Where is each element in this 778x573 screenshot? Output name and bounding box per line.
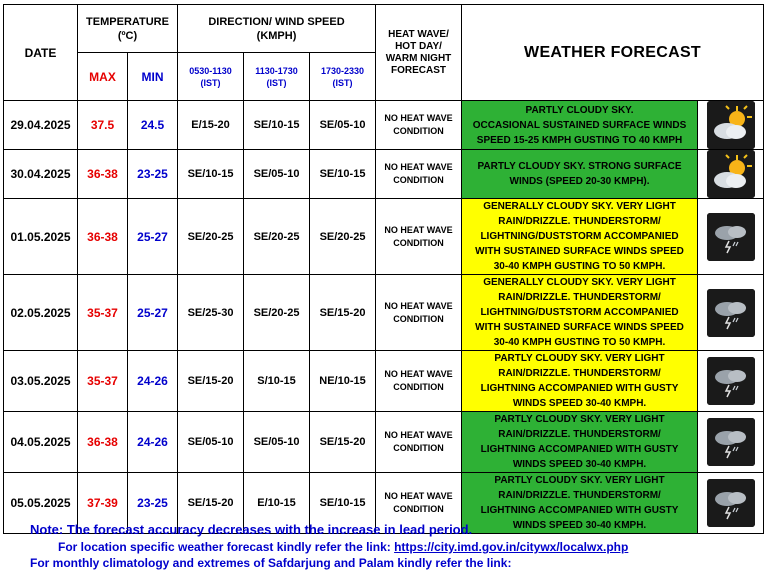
row-forecast-text — [462, 101, 698, 150]
row-wind-3: SE/20-25 — [310, 199, 376, 275]
forecast-line: LIGHTNING ACCOMPANIED WITH GUSTY — [480, 505, 679, 516]
forecast-line: PARTLY CLOUDY SKY. — [525, 104, 634, 116]
table-row — [4, 150, 764, 199]
row-min-temp: 25-27 — [128, 199, 178, 275]
row-heat-wave — [376, 412, 462, 473]
header-heat-line: FORECAST — [391, 64, 447, 76]
row-forecast-text — [462, 275, 698, 351]
header-direction — [178, 5, 376, 53]
row-min-temp: 24-26 — [128, 412, 178, 473]
heat-line: CONDITION — [393, 237, 444, 248]
period-zone: (IST) — [200, 77, 221, 88]
row-date: 02.05.2025 — [4, 275, 78, 351]
row-min-temp: 25-27 — [128, 275, 178, 351]
row-wind-2: SE/05-10 — [244, 412, 310, 473]
header-heat-line: HEAT WAVE/ — [388, 28, 449, 40]
row-forecast-icon-cell — [698, 351, 764, 412]
row-wind-3: SE/15-20 — [310, 412, 376, 473]
row-wind-3: SE/10-15 — [310, 150, 376, 199]
row-wind-3: NE/10-15 — [310, 351, 376, 412]
heat-line: CONDITION — [393, 504, 444, 514]
forecast-line: RAIN/DRIZZLE. THUNDERSTORM/ — [498, 292, 661, 303]
forecast-line: GENERALLY CLOUDY SKY. VERY LIGHT — [483, 277, 676, 288]
row-heat-wave — [376, 351, 462, 412]
forecast-line: RAIN/DRIZZLE. THUNDERSTORM/ — [498, 429, 661, 440]
thunderstorm-icon — [707, 479, 755, 527]
header-heat-line: HOT DAY/ — [395, 40, 442, 52]
note-accuracy: Note: The forecast accuracy decreases with the increase in lead period. — [30, 522, 473, 537]
row-forecast-text — [462, 150, 698, 199]
header-temperature — [78, 5, 178, 53]
row-wind-1: SE/15-20 — [178, 473, 244, 534]
row-forecast-icon-cell — [698, 150, 764, 199]
thunderstorm-icon — [707, 418, 755, 466]
forecast-table — [3, 4, 764, 534]
table-row — [4, 351, 764, 412]
row-max-temp: 36-38 — [78, 150, 128, 199]
table-row — [4, 275, 764, 351]
partly-cloudy-sun-icon — [707, 150, 755, 198]
row-forecast-text — [462, 351, 698, 412]
forecast-line: LIGHTNING ACCOMPANIED WITH GUSTY — [480, 383, 679, 394]
note-climatology: For monthly climatology and extremes of Safdarjung and Palam kindly refer the link: — [30, 556, 512, 570]
period-time: 1730-2330 — [320, 65, 365, 76]
row-wind-1: SE/10-15 — [178, 150, 244, 199]
row-min-temp: 23-25 — [128, 150, 178, 199]
forecast-line: RAIN/DRIZZLE. THUNDERSTORM/ — [498, 216, 661, 227]
row-wind-1: SE/25-30 — [178, 275, 244, 351]
period-time: 0530-1130 — [189, 65, 232, 76]
forecast-line: PARTLY CLOUDY SKY. VERY LIGHT — [494, 475, 665, 486]
row-date: 29.04.2025 — [4, 101, 78, 150]
heat-line: NO HEAT WAVE — [384, 369, 453, 379]
row-min-temp: 23-25 — [128, 473, 178, 534]
forecast-line: OCCASIONAL SUSTAINED SURFACE WINDS — [472, 119, 687, 131]
header-temperature-title: TEMPERATURE — [86, 15, 169, 28]
header-period-2 — [244, 53, 310, 101]
note-location — [58, 540, 628, 554]
period-time: 1130-1730 — [255, 65, 298, 76]
forecast-line: PARTLY CLOUDY SKY. VERY LIGHT — [494, 414, 665, 425]
period-zone: (IST) — [332, 77, 353, 88]
table-row — [4, 101, 764, 150]
row-forecast-icon-cell — [698, 275, 764, 351]
row-max-temp: 35-37 — [78, 275, 128, 351]
row-forecast-icon-cell — [698, 473, 764, 534]
header-heat-wave — [376, 5, 462, 101]
forecast-line: SPEED 15-25 KMPH GUSTING TO 40 KMPH — [476, 134, 683, 146]
header-direction-title: DIRECTION/ WIND SPEED — [208, 15, 345, 28]
row-wind-1: E/15-20 — [178, 101, 244, 150]
table-row — [4, 412, 764, 473]
forecast-line: PARTLY CLOUDY SKY. VERY LIGHT — [494, 353, 665, 364]
heat-line: CONDITION — [393, 175, 444, 185]
note-location-text: For location specific weather forecast kindly refer the link: — [58, 540, 395, 554]
row-min-temp: 24-26 — [128, 351, 178, 412]
row-date: 30.04.2025 — [4, 150, 78, 199]
row-wind-1: SE/05-10 — [178, 412, 244, 473]
row-forecast-text — [462, 199, 698, 275]
row-heat-wave — [376, 199, 462, 275]
row-date: 05.05.2025 — [4, 473, 78, 534]
row-date: 01.05.2025 — [4, 199, 78, 275]
row-wind-3: SE/10-15 — [310, 473, 376, 534]
row-max-temp: 37.5 — [78, 101, 128, 150]
forecast-line: WINDS (SPEED 20-30 KMPH). — [509, 176, 650, 187]
row-forecast-text — [462, 473, 698, 534]
thunderstorm-icon — [707, 289, 755, 337]
header-heat-line: WARM NIGHT — [385, 52, 452, 64]
heat-line: CONDITION — [393, 313, 444, 324]
forecast-line: LIGHTNING ACCOMPANIED WITH GUSTY — [480, 444, 679, 455]
row-heat-wave — [376, 275, 462, 351]
thunderstorm-icon — [707, 213, 755, 261]
heat-line: NO HEAT WAVE — [384, 491, 453, 501]
forecast-line: WINDS SPEED 30-40 KMPH. — [512, 459, 647, 470]
row-max-temp: 36-38 — [78, 412, 128, 473]
header-date: DATE — [4, 5, 78, 101]
forecast-line: WINDS SPEED 30-40 KMPH. — [512, 520, 647, 531]
forecast-line: RAIN/DRIZZLE. THUNDERSTORM/ — [498, 368, 661, 379]
header-max: MAX — [78, 53, 128, 101]
row-wind-2: SE/10-15 — [244, 101, 310, 150]
row-wind-2: SE/20-25 — [244, 275, 310, 351]
row-forecast-icon-cell — [698, 412, 764, 473]
row-forecast-text — [462, 412, 698, 473]
row-wind-2: SE/20-25 — [244, 199, 310, 275]
row-wind-3: SE/05-10 — [310, 101, 376, 150]
row-max-temp: 36-38 — [78, 199, 128, 275]
heat-line: NO HEAT WAVE — [384, 430, 453, 440]
row-max-temp: 37-39 — [78, 473, 128, 534]
forecast-line: GENERALLY CLOUDY SKY. VERY LIGHT — [483, 201, 676, 212]
row-wind-2: SE/05-10 — [244, 150, 310, 199]
header-period-3 — [310, 53, 376, 101]
forecast-line: WITH SUSTAINED SURFACE WINDS SPEED — [475, 322, 684, 333]
row-wind-2: E/10-15 — [244, 473, 310, 534]
header-period-1 — [178, 53, 244, 101]
row-max-temp: 35-37 — [78, 351, 128, 412]
forecast-line: RAIN/DRIZZLE. THUNDERSTORM/ — [498, 490, 661, 501]
row-heat-wave — [376, 150, 462, 199]
heat-line: NO HEAT WAVE — [384, 224, 453, 235]
heat-line: CONDITION — [393, 382, 444, 392]
forecast-line: LIGHTNING/DUSTSTORM ACCOMPANIED — [480, 307, 679, 318]
forecast-line: PARTLY CLOUDY SKY. STRONG SURFACE — [477, 161, 682, 172]
forecast-line: 30-40 KMPH GUSTING TO 50 KMPH. — [493, 261, 666, 272]
forecast-line: 30-40 KMPH GUSTING TO 50 KMPH. — [493, 337, 666, 348]
row-heat-wave — [376, 101, 462, 150]
table-row — [4, 199, 764, 275]
row-wind-1: SE/20-25 — [178, 199, 244, 275]
header-temperature-unit: (ºC) — [117, 29, 138, 42]
row-min-temp: 24.5 — [128, 101, 178, 150]
period-zone: (IST) — [266, 77, 287, 88]
heat-line: NO HEAT WAVE — [384, 300, 453, 311]
local-forecast-link[interactable]: https://city.imd.gov.in/citywx/localwx.php — [394, 540, 629, 554]
row-forecast-icon-cell — [698, 101, 764, 150]
partly-cloudy-sun-icon — [707, 101, 755, 149]
heat-line: NO HEAT WAVE — [384, 162, 453, 172]
row-wind-2: S/10-15 — [244, 351, 310, 412]
row-date: 04.05.2025 — [4, 412, 78, 473]
heat-line: CONDITION — [393, 443, 444, 453]
thunderstorm-icon — [707, 357, 755, 405]
forecast-line: WINDS SPEED 30-40 KMPH. — [512, 398, 647, 409]
header-weather-forecast: WEATHER FORECAST — [462, 5, 764, 101]
heat-line: NO HEAT WAVE — [384, 113, 453, 123]
row-forecast-icon-cell — [698, 199, 764, 275]
row-date: 03.05.2025 — [4, 351, 78, 412]
row-wind-1: SE/15-20 — [178, 351, 244, 412]
header-min: MIN — [128, 53, 178, 101]
forecast-line: LIGHTNING/DUSTSTORM ACCOMPANIED — [480, 231, 679, 242]
row-wind-3: SE/15-20 — [310, 275, 376, 351]
forecast-line: WITH SUSTAINED SURFACE WINDS SPEED — [475, 246, 684, 257]
header-direction-unit: (KMPH) — [256, 29, 297, 42]
heat-line: CONDITION — [393, 126, 444, 136]
